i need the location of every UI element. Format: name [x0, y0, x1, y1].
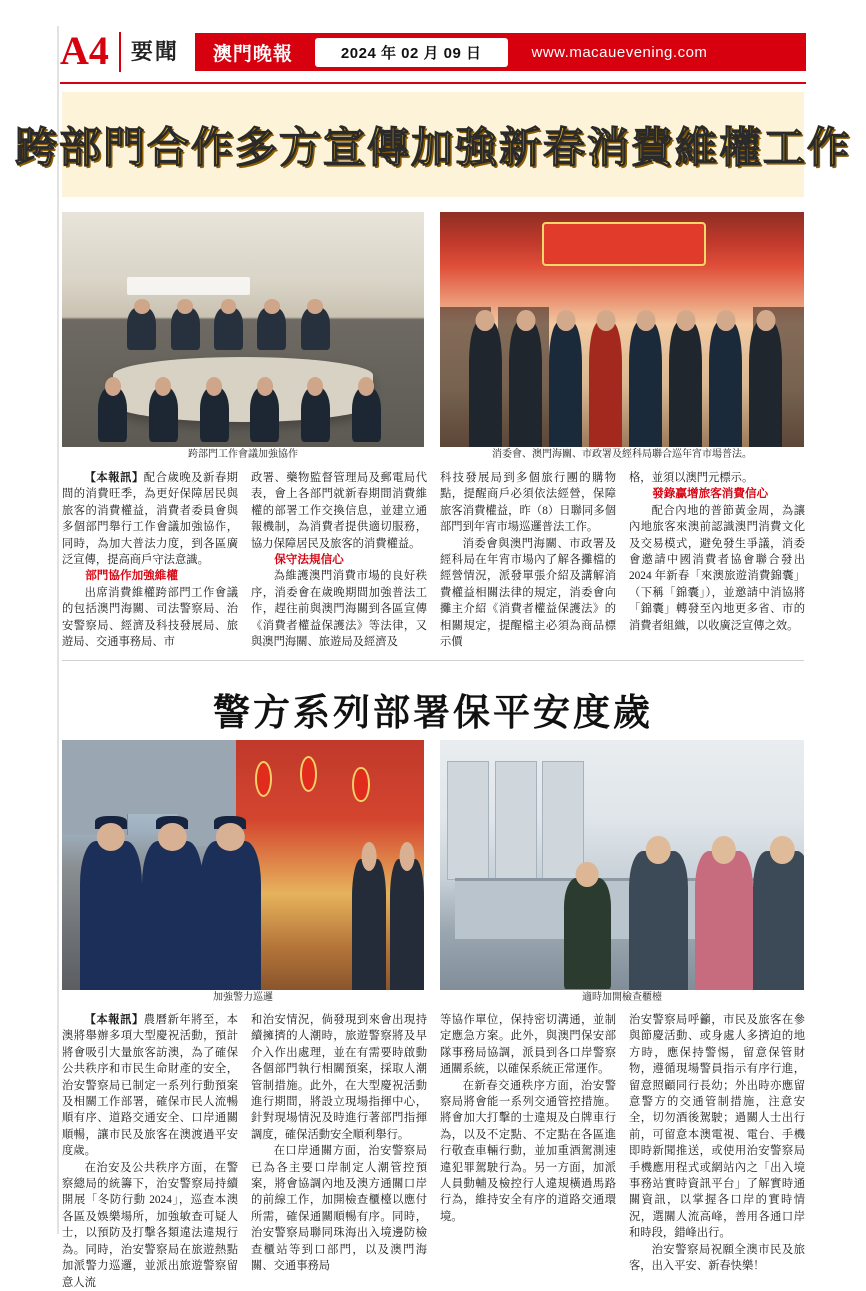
masthead	[60, 28, 806, 76]
photo-patrol-content	[62, 740, 424, 1005]
section-divider	[62, 660, 804, 661]
article2-col2-p1: 和治安情況，倘發現到來會出現持續擁擠的人潮時，旅遊警察將及早介入作出處理，並在有需要時啟動各個部門執行相關預案，採取人潮管制措施。此外，在大型慶祝活動進行期間，將設立現場指揮中心，針對現場情況及時進行著部門指揮調度，確保活動安全順利舉行。	[251, 1014, 427, 1141]
article1-col2-p2: 為維護澳門消費市場的良好秩序，消委會在歲晚期間加強普法工作，趕往前與澳門海關到各區宣傳《消費者權益保護法》等法律，又與澳門海關、旅遊局及經濟及	[251, 570, 427, 649]
photo-checkpoint	[440, 740, 804, 1005]
article2-col3-p2: 在新春交通秩序方面，治安警察局將會能一系列交通管控措施。將會加大打擊的士違規及白牌車行為，以及不定點、不定點在各區進行敬查車輛行動，並加重酒駕測速違犯罪駕駛行為。另一方面，加派人員動輔及檢控行人違規橫過馬路行為，維持安全有序的道路交通環境。	[440, 1079, 616, 1223]
photo-market-content	[440, 212, 804, 462]
publication-date: 2024 年 02 月 09 日	[315, 38, 508, 67]
photo-market	[440, 212, 804, 462]
paper-logo: 澳門晚報	[212, 43, 293, 65]
article2-col4-p3: 治安警察局祝願全澳市民及旅客，出入平安、新春快樂！	[629, 1243, 805, 1273]
masthead-red-bar	[195, 33, 806, 71]
photo-market-caption: 消委會、澳門海關、市政署及經科局聯合巡年宵市場普法。	[440, 447, 804, 462]
article1-column-4	[629, 470, 805, 634]
masthead-divider	[119, 32, 121, 72]
masthead-rule	[60, 82, 806, 84]
article2-col3-p1: 等協作單位，保持密切溝通，並制定應急方案。此外，與澳門保安部隊事務局協調，派員到各口岸警察通關系統，以確保系統正常運作。	[440, 1014, 616, 1076]
article1-col1-body: 配合歲晚及新春期間的消費旺季，為更好保障居民與旅客的消費權益，消費者委員會與多個部門舉行工作會議加強協作，同時，為加大普法力度，到各區廣泛宣傳，提高商戶守法意識。	[62, 472, 238, 567]
article1-col1-subhead: 部門協作加強維權	[85, 569, 178, 583]
article1-lead-label: 【本報訊】	[84, 472, 144, 484]
page-left-rule	[57, 26, 59, 1234]
photo-meeting-content	[62, 212, 424, 462]
article1-col1-p2: 出席消費維權跨部門工作會議的包括澳門海關、司法警察局、治安警察局、經濟及科技發展局、旅遊局、交通事務局、市	[62, 586, 238, 649]
photo-meeting	[62, 212, 424, 462]
article1-col2-subhead: 保守法規信心	[274, 553, 344, 567]
article1-headline-banner	[15, 92, 852, 197]
article2-headline: 警方系列部署保平安度歲	[213, 693, 653, 734]
article2-col1-body: 農曆新年將至，本澳將舉辦多項大型慶祝活動，預計將會吸引大量旅客訪澳，為了確保公共秩序和市民生命財產的安全，治安警察局已制定一系列行動預案及相關工作部署，確保市民人流暢順有序、道路交通安全、口岸通關順暢，讓市民及旅客在澳渡過平安度歲。	[62, 1014, 238, 1158]
article2-column-3	[440, 1012, 616, 1225]
photo-checkpoint-caption: 適時加開檢查櫃檯	[440, 990, 804, 1005]
article1-col3-p2: 消委會與澳門海關、市政署及經科局在年宵市場內了解各攤檔的經營情況，派發單張介紹及講解消費權益相關法律的規定，消委會向攤主介紹《消費者權益保護法》的相關規定，提醒檔主必須為商品標示價	[440, 537, 616, 649]
article1-col3-p1: 科技發展局到多個旅行團的購物點，提醒商戶必須依法經營，保障旅客消費權益，昨（8）日聯同多個部門到年宵市場巡邏普法工作。	[440, 472, 616, 534]
photo-patrol	[62, 740, 424, 1005]
article1-column-3	[440, 470, 616, 650]
article2-col1-p1	[62, 1012, 238, 1160]
article1-col4-p1: 格，並須以澳門元標示。	[629, 472, 754, 484]
website-url: www.macauevening.com	[531, 43, 708, 61]
article1-col2-p1: 政署、藥物監督管理局及郵電局代表，會上各部門就新春期間消費維權的部署工作交換信息，並建立通報機制，為消費者提供適切服務，協力保障居民及旅客的消費權益。	[251, 472, 427, 550]
article2-col1-p2: 在治安及公共秩序方面，在警察總局的統籌下，治安警察局持續開展「冬防行動 2024」，巡查本澳各區及娛樂場所，加強敏查可疑人士，以預防及打擊各類違法違規行為。同時，治安警察局在旅遊熱點加派警力巡邏，並派出旅遊警察留意人流	[62, 1161, 238, 1289]
article2-column-1	[62, 1012, 238, 1291]
article2-column-2	[251, 1012, 427, 1275]
article2-lead-label: 【本報訊】	[84, 1014, 144, 1026]
article1-headline: 跨部門合作多方宣傳加強新春消費維權工作	[15, 125, 852, 172]
article1-col4-p2: 配合內地的普節黃金周，為讓內地旅客來澳前認識澳門消費文化及交易模式，避免發生爭議，消委會邀請中國消費者協會聯合發出 2024 年新春「來澳旅遊消費錦囊」（下稱「錦囊」），並邀請中消協將「錦囊」轉發至內地更多省、市的消費者組織，以收廣泛宣傳之效。	[629, 504, 805, 632]
article1-col1-p1	[62, 470, 238, 568]
photo-meeting-caption: 跨部門工作會議加強協作	[62, 447, 424, 462]
article2-col4-p1: 治安警察局呼籲，市民及旅客在參與節慶活動、或身處人多擠迫的地方時，應保持警惕，留意保管財物，遵循現場警員指示有序行進，留意照顧同行長幼；外出時亦應留意警方的交通管制措施，注意安全，切勿酒後駕駛；過關人士出行前，可留意本澳電視、電台、手機即時新聞推送，或使用治安警察局手機應用程式或網站內之「出入境事務站實時資訊平台」了解實時通關資訊，以掌握各口岸的實時情況，選關人流高峰，善用各通口岸和時段，錯峰出行。	[629, 1014, 805, 1240]
article1-column-2	[251, 470, 427, 650]
section-label: 要聞	[130, 39, 179, 64]
article1-column-1	[62, 470, 238, 650]
photo-checkpoint-content	[440, 740, 804, 1005]
page-number: A4	[60, 28, 109, 73]
article2-col2-p2: 在口岸通關方面，治安警察局已為各主要口岸制定人潮管控預案，將會協調內地及澳方通關口岸的前線工作，加開檢查櫃檯以應付所需，確保通關順暢有序。同時，治安警察局聯同珠海出入境邊防檢查櫃站等到口部門，以及澳門海關、交通事務局	[251, 1145, 427, 1273]
article2-column-4	[629, 1012, 805, 1275]
photo-patrol-caption: 加強警力巡邏	[62, 990, 424, 1005]
article1-col4-subhead: 發錄贏增旅客消費信心	[652, 487, 769, 501]
